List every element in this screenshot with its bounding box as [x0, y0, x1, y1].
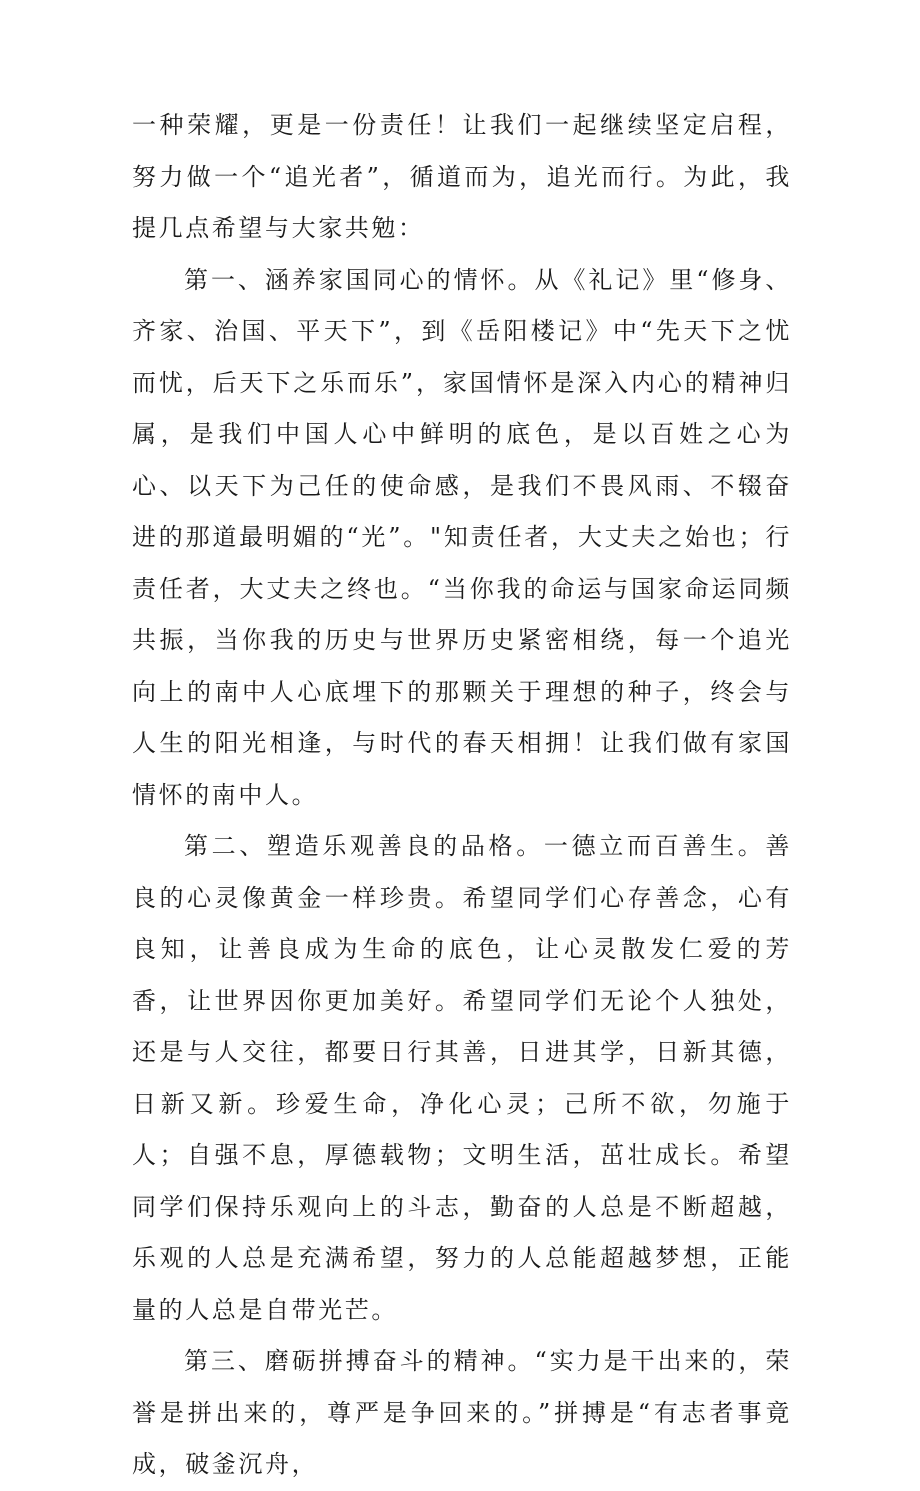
paragraph-third-point: 第三、磨砺拼搏奋斗的精神。“实力是干出来的，荣誉是拼出来的，尊严是争回来的。”拼搏是“有志者事竟成，破釜沉舟，: [132, 1347, 792, 1478]
paragraph-first-point: 第一、涵养家国同心的情怀。从《礼记》里“修身、齐家、治国、平天下”，到《岳阳楼记》中“先天下之忧而忧，后天下之乐而乐”，家国情怀是深入内心的精神归属，是我们中国人心中鲜明的底色，是以百姓之心为心、以天下为己任的使命感，是我们不畏风雨、不辍奋进的那道最明媚的“光”。"知责任者，大丈夫之始也；行责任者，大丈夫之终也。“当你我的命运与国家命运同频共振，当你我的历史与世界历史紧密相绕，每一个追光向上的南中人心底埋下的那颗关于理想的种子，终会与人生的阳光相逢，与时代的春天相拥！让我们做有家国情怀的南中人。: [132, 265, 792, 809]
paragraph-second-point: 第二、塑造乐观善良的品格。一德立而百善生。善良的心灵像黄金一样珍贵。希望同学们心存善念，心有良知，让善良成为生命的底色，让心灵散发仁爱的芳香，让世界因你更加美好。希望同学们无论个人独处，还是与人交往，都要日行其善，日进其学，日新其德，日新又新。珍爱生命，净化心灵；己所不欲，勿施于人；自强不息，厚德载物；文明生活，茁壮成长。希望同学们保持乐观向上的斗志，勤奋的人总是不断超越，乐观的人总是充满希望，努力的人总能超越梦想，正能量的人总是自带光芒。: [132, 832, 792, 1324]
document-body: [132, 100, 792, 1491]
paragraph-intro-continued: 一种荣耀，更是一份责任！让我们一起继续坚定启程，努力做一个“追光者”，循道而为，追光而行。为此，我提几点希望与大家共勉：: [132, 111, 792, 242]
